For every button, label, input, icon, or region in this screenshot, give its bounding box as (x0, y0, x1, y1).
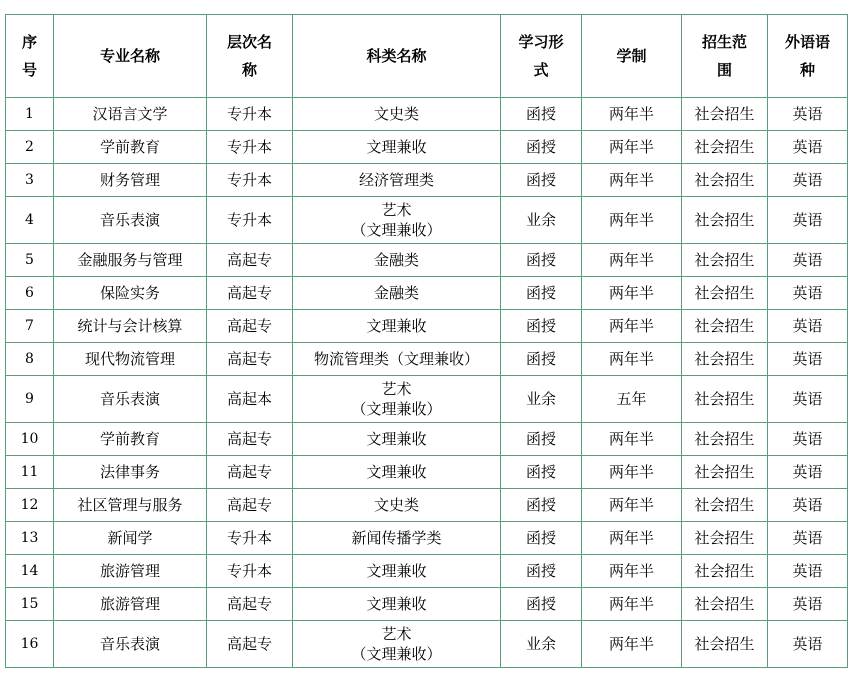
table-header-row (6, 15, 848, 98)
cell-language: 英语 (768, 197, 848, 244)
cell-subject-line: 文理兼收 (366, 317, 427, 335)
cell-subject-line: （文理兼收） (351, 221, 442, 239)
cell-subject (293, 98, 501, 131)
header-study-form-line2: 式 (533, 61, 549, 79)
cell-duration: 两年半 (582, 197, 682, 244)
cell-scope: 社会招生 (682, 277, 768, 310)
cell-subject (293, 489, 501, 522)
cell-scope: 社会招生 (682, 376, 768, 423)
cell-major: 音乐表演 (54, 197, 207, 244)
cell-duration: 两年半 (582, 98, 682, 131)
header-scope-line1: 招生范 (701, 33, 747, 51)
cell-duration: 两年半 (582, 555, 682, 588)
cell-scope: 社会招生 (682, 456, 768, 489)
cell-scope: 社会招生 (682, 164, 768, 197)
cell-duration: 两年半 (582, 343, 682, 376)
cell-subject-line: 新闻传播学类 (351, 529, 442, 547)
cell-subject-line: 艺术 (381, 380, 412, 398)
table-row (6, 588, 848, 621)
table-row (6, 555, 848, 588)
cell-subject (293, 197, 501, 244)
header-study-form (501, 15, 582, 98)
cell-major: 音乐表演 (54, 376, 207, 423)
header-subject: 科类名称 (293, 15, 501, 98)
cell-subject-line: 金融类 (373, 251, 419, 269)
cell-major: 音乐表演 (54, 621, 207, 668)
cell-seq: 1 (6, 98, 54, 131)
cell-subject (293, 277, 501, 310)
cell-study-form: 函授 (501, 310, 582, 343)
cell-major: 统计与会计核算 (54, 310, 207, 343)
cell-duration: 两年半 (582, 244, 682, 277)
cell-major: 旅游管理 (54, 588, 207, 621)
cell-scope: 社会招生 (682, 343, 768, 376)
cell-level: 高起专 (207, 423, 293, 456)
cell-major: 现代物流管理 (54, 343, 207, 376)
cell-subject-line: 艺术 (381, 201, 412, 219)
table-row (6, 621, 848, 668)
cell-seq: 3 (6, 164, 54, 197)
cell-language: 英语 (768, 522, 848, 555)
cell-seq: 15 (6, 588, 54, 621)
cell-subject (293, 588, 501, 621)
cell-level: 高起专 (207, 456, 293, 489)
table-row (6, 343, 848, 376)
cell-study-form: 业余 (501, 376, 582, 423)
cell-language: 英语 (768, 621, 848, 668)
header-language-line2: 种 (799, 61, 815, 79)
cell-study-form: 函授 (501, 244, 582, 277)
cell-study-form: 函授 (501, 522, 582, 555)
cell-duration: 两年半 (582, 164, 682, 197)
table-row (6, 423, 848, 456)
cell-major: 社区管理与服务 (54, 489, 207, 522)
cell-scope: 社会招生 (682, 522, 768, 555)
cell-level: 专升本 (207, 197, 293, 244)
cell-level: 专升本 (207, 164, 293, 197)
cell-level: 高起专 (207, 621, 293, 668)
cell-seq: 2 (6, 131, 54, 164)
cell-seq: 16 (6, 621, 54, 668)
cell-scope: 社会招生 (682, 131, 768, 164)
cell-major: 保险实务 (54, 277, 207, 310)
cell-study-form: 函授 (501, 98, 582, 131)
cell-subject-line: 文理兼收 (366, 138, 427, 156)
cell-seq: 10 (6, 423, 54, 456)
cell-language: 英语 (768, 98, 848, 131)
cell-duration: 两年半 (582, 489, 682, 522)
cell-level: 专升本 (207, 522, 293, 555)
cell-subject (293, 310, 501, 343)
table-row (6, 98, 848, 131)
table-row (6, 310, 848, 343)
header-study-form-line1: 学习形 (518, 33, 564, 51)
cell-subject-line: 艺术 (381, 625, 412, 643)
cell-subject-line: 文理兼收 (366, 595, 427, 613)
cell-major: 法律事务 (54, 456, 207, 489)
cell-major: 财务管理 (54, 164, 207, 197)
cell-scope: 社会招生 (682, 489, 768, 522)
table-row (6, 376, 848, 423)
cell-seq: 5 (6, 244, 54, 277)
cell-level: 高起专 (207, 244, 293, 277)
cell-level: 高起本 (207, 376, 293, 423)
cell-study-form: 函授 (501, 164, 582, 197)
header-major: 专业名称 (54, 15, 207, 98)
cell-level: 高起专 (207, 489, 293, 522)
cell-duration: 两年半 (582, 522, 682, 555)
cell-seq: 6 (6, 277, 54, 310)
cell-seq: 12 (6, 489, 54, 522)
cell-study-form: 函授 (501, 456, 582, 489)
cell-level: 高起专 (207, 277, 293, 310)
cell-level: 专升本 (207, 131, 293, 164)
cell-level: 高起专 (207, 343, 293, 376)
cell-level: 高起专 (207, 588, 293, 621)
cell-subject (293, 621, 501, 668)
cell-study-form: 函授 (501, 423, 582, 456)
cell-subject-line: （文理兼收） (351, 645, 442, 663)
cell-study-form: 业余 (501, 197, 582, 244)
cell-major: 新闻学 (54, 522, 207, 555)
cell-seq: 9 (6, 376, 54, 423)
header-scope-line2: 围 (716, 61, 732, 79)
cell-level: 专升本 (207, 555, 293, 588)
enrollment-majors-table (5, 14, 848, 668)
cell-study-form: 函授 (501, 489, 582, 522)
cell-duration: 两年半 (582, 131, 682, 164)
cell-subject (293, 456, 501, 489)
cell-language: 英语 (768, 456, 848, 489)
cell-study-form: 函授 (501, 343, 582, 376)
table-row (6, 522, 848, 555)
table-row (6, 456, 848, 489)
table-row (6, 244, 848, 277)
cell-major: 学前教育 (54, 131, 207, 164)
cell-duration: 两年半 (582, 310, 682, 343)
header-level-line2: 称 (241, 61, 257, 79)
cell-scope: 社会招生 (682, 423, 768, 456)
cell-language: 英语 (768, 277, 848, 310)
cell-language: 英语 (768, 489, 848, 522)
cell-subject (293, 555, 501, 588)
cell-language: 英语 (768, 588, 848, 621)
cell-subject (293, 131, 501, 164)
header-scope (682, 15, 768, 98)
cell-study-form: 函授 (501, 588, 582, 621)
cell-duration: 两年半 (582, 588, 682, 621)
cell-study-form: 函授 (501, 131, 582, 164)
cell-level: 专升本 (207, 98, 293, 131)
cell-subject (293, 164, 501, 197)
cell-language: 英语 (768, 555, 848, 588)
header-seq-line2: 号 (21, 61, 37, 79)
header-seq-line1: 序 (21, 33, 37, 51)
cell-language: 英语 (768, 131, 848, 164)
cell-level: 高起专 (207, 310, 293, 343)
cell-duration: 两年半 (582, 423, 682, 456)
cell-duration: 两年半 (582, 277, 682, 310)
header-language-line1: 外语语 (784, 33, 830, 51)
cell-language: 英语 (768, 423, 848, 456)
cell-seq: 7 (6, 310, 54, 343)
cell-subject-line: （文理兼收） (351, 400, 442, 418)
cell-language: 英语 (768, 310, 848, 343)
header-duration: 学制 (582, 15, 682, 98)
cell-scope: 社会招生 (682, 621, 768, 668)
cell-subject-line: 文理兼收 (366, 463, 427, 481)
header-seq (6, 15, 54, 98)
cell-seq: 8 (6, 343, 54, 376)
cell-subject-line: 文史类 (373, 496, 419, 514)
cell-subject (293, 343, 501, 376)
cell-subject-line: 文理兼收 (366, 430, 427, 448)
cell-language: 英语 (768, 376, 848, 423)
header-level-line1: 层次名 (226, 33, 272, 51)
table-row (6, 197, 848, 244)
cell-duration: 两年半 (582, 621, 682, 668)
cell-subject-line: 文史类 (373, 105, 419, 123)
cell-subject-line: 经济管理类 (358, 171, 434, 189)
cell-scope: 社会招生 (682, 588, 768, 621)
cell-subject (293, 376, 501, 423)
cell-seq: 14 (6, 555, 54, 588)
cell-scope: 社会招生 (682, 244, 768, 277)
table-row (6, 164, 848, 197)
cell-subject-line: 文理兼收 (366, 562, 427, 580)
header-language (768, 15, 848, 98)
cell-scope: 社会招生 (682, 197, 768, 244)
cell-study-form: 业余 (501, 621, 582, 668)
cell-subject-line: 物流管理类（文理兼收） (313, 350, 479, 368)
cell-study-form: 函授 (501, 277, 582, 310)
table-row (6, 489, 848, 522)
cell-subject-line: 金融类 (373, 284, 419, 302)
cell-seq: 4 (6, 197, 54, 244)
cell-major: 金融服务与管理 (54, 244, 207, 277)
cell-duration: 五年 (582, 376, 682, 423)
cell-major: 旅游管理 (54, 555, 207, 588)
header-level (207, 15, 293, 98)
cell-scope: 社会招生 (682, 310, 768, 343)
cell-subject (293, 244, 501, 277)
table-body (6, 98, 848, 668)
cell-scope: 社会招生 (682, 555, 768, 588)
cell-language: 英语 (768, 244, 848, 277)
table-row (6, 131, 848, 164)
cell-seq: 11 (6, 456, 54, 489)
cell-duration: 两年半 (582, 456, 682, 489)
cell-subject (293, 522, 501, 555)
cell-scope: 社会招生 (682, 98, 768, 131)
cell-subject (293, 423, 501, 456)
cell-major: 学前教育 (54, 423, 207, 456)
cell-seq: 13 (6, 522, 54, 555)
cell-language: 英语 (768, 164, 848, 197)
table-row (6, 277, 848, 310)
cell-language: 英语 (768, 343, 848, 376)
cell-major: 汉语言文学 (54, 98, 207, 131)
cell-study-form: 函授 (501, 555, 582, 588)
